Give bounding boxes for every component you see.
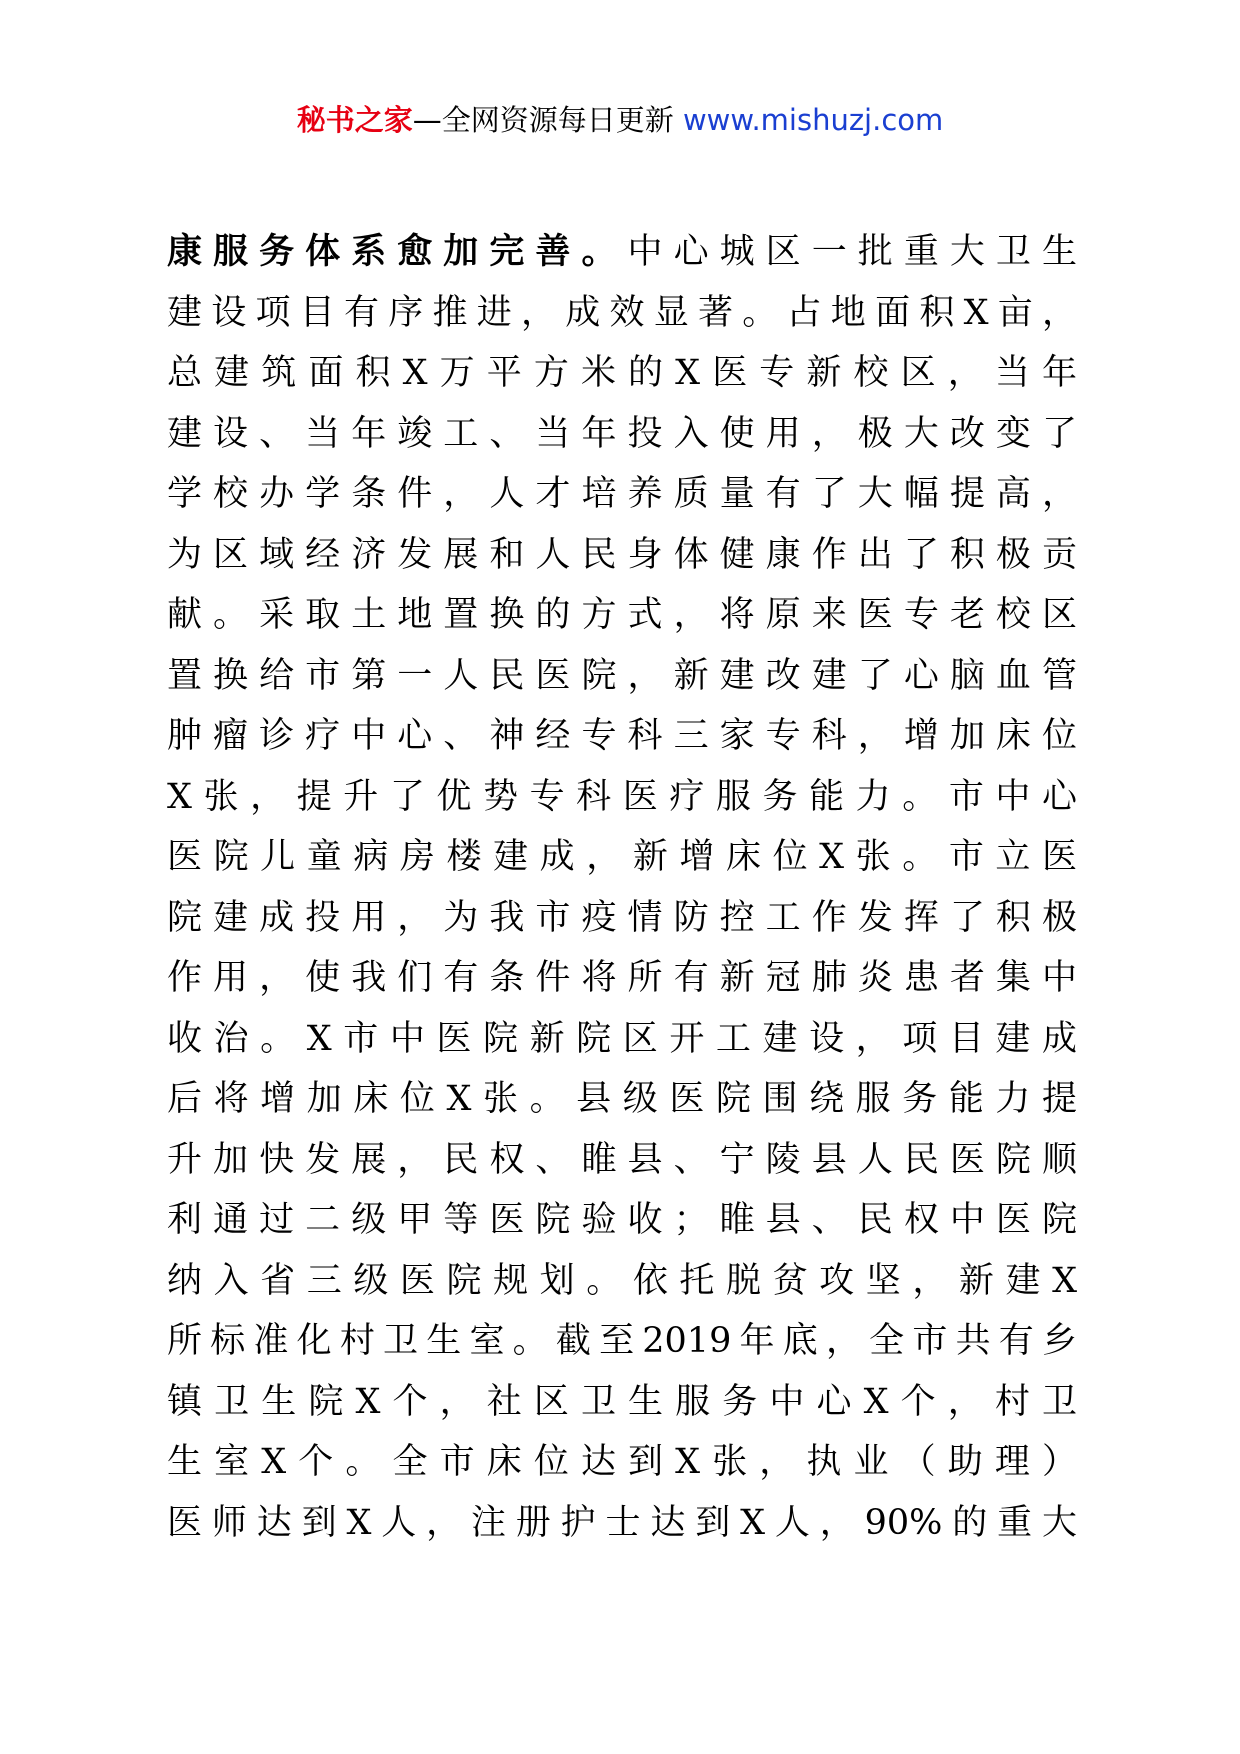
text-line: 医师达到X人，注册护士达到X人，90%的重大 bbox=[167, 1502, 1077, 1543]
document-body bbox=[167, 222, 1077, 1553]
text-line: X张，提升了优势专科医疗服务能力。市中心 bbox=[167, 776, 1077, 817]
text-line: 献。采取土地置换的方式，将原来医专老校区 bbox=[167, 595, 1077, 635]
text-line: 利通过二级甲等医院验收；睢县、民权中医院 bbox=[167, 1200, 1077, 1240]
text-line: 镇卫生院X个，社区卫生服务中心X个，村卫 bbox=[167, 1381, 1077, 1422]
text-line: 所标准化村卫生室。截至2019年底，全市共有乡 bbox=[167, 1321, 1077, 1361]
brand-name: 秘书之家 bbox=[296, 103, 413, 137]
text-line: 作用，使我们有条件将所有新冠肺炎患者集中 bbox=[167, 958, 1077, 998]
text-line: 收治。X市中医院新院区开工建设，项目建成 bbox=[167, 1018, 1077, 1059]
text-line: 学校办学条件，人才培养质量有了大幅提高， bbox=[167, 474, 1077, 514]
page-header bbox=[0, 98, 1240, 142]
text-line: 医院儿童病房楼建成，新增床位X张。市立医 bbox=[167, 837, 1077, 877]
text-line-1-rest: 中心城区一批重大卫生 bbox=[627, 232, 1077, 272]
text-line: 纳入省三级医院规划。依托脱贫攻坚，新建X bbox=[167, 1260, 1077, 1301]
text-line: 生室X个。全市床位达到X张，执业（助理） bbox=[167, 1442, 1077, 1482]
text-line: 置换给市第一人民医院，新建改建了心脑血管 bbox=[167, 655, 1077, 696]
text-line: 肿瘤诊疗中心、神经专科三家专科，增加床位 bbox=[167, 716, 1077, 756]
text-line: 建设项目有序推进，成效显著。占地面积X亩， bbox=[167, 292, 1077, 333]
website-url[interactable]: www.mishuzj.com bbox=[682, 103, 944, 137]
text-line: 升加快发展，民权、睢县、宁陵县人民医院顺 bbox=[167, 1139, 1077, 1180]
bold-heading-phrase: 康服务体系愈加完善。 bbox=[167, 232, 628, 272]
header-tagline: —全网资源每日更新 bbox=[412, 103, 674, 137]
text-line: 建设、当年竣工、当年投入使用，极大改变了 bbox=[167, 413, 1077, 454]
text-line: 院建成投用，为我市疫情防控工作发挥了积极 bbox=[167, 897, 1077, 938]
text-line-1 bbox=[167, 222, 1077, 283]
text-line: 总建筑面积X万平方米的X医专新校区，当年 bbox=[167, 353, 1077, 393]
text-line: 为区域经济发展和人民身体健康作出了积极贡 bbox=[167, 534, 1077, 575]
text-line: 后将增加床位X张。县级医院围绕服务能力提 bbox=[167, 1079, 1077, 1119]
